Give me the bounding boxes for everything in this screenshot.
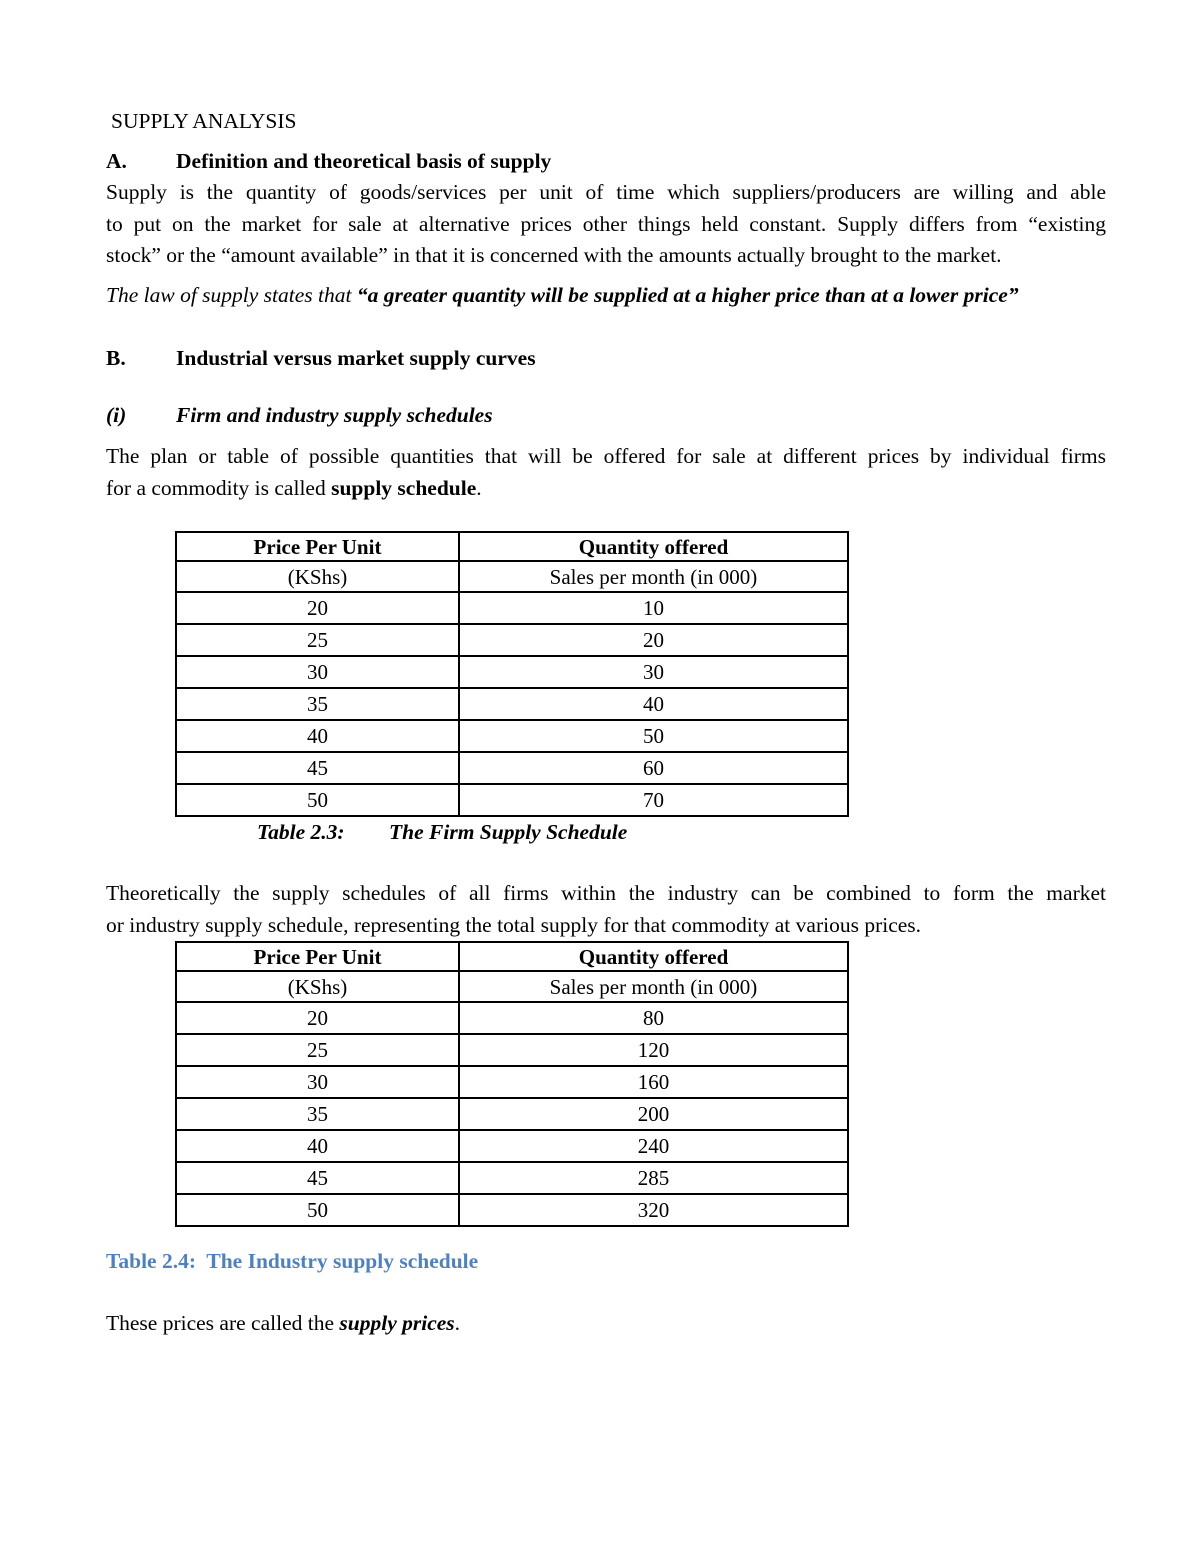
price-cell: 35	[176, 688, 459, 720]
quantity-unit: Sales per month (in 000)	[459, 561, 848, 592]
table-row	[176, 1066, 848, 1098]
supply-schedule-paragraph	[106, 441, 1106, 504]
caption-number: Table 2.3:	[257, 820, 345, 844]
table-row	[176, 1002, 848, 1034]
table-row	[176, 720, 848, 752]
supply-schedule-term: supply schedule	[331, 475, 477, 500]
price-unit: (KShs)	[176, 561, 459, 592]
price-unit: (KShs)	[176, 971, 459, 1002]
price-cell: 20	[176, 592, 459, 624]
table-row	[176, 752, 848, 784]
price-cell: 50	[176, 1194, 459, 1226]
paragraph-line: to put on the market for sale at alternative prices other things held constant. Supply differs from “existing	[106, 211, 1106, 236]
price-header: Price Per Unit	[176, 532, 459, 561]
price-cell: 40	[176, 720, 459, 752]
paragraph-line: or industry supply schedule, representing the total supply for that commodity at various prices.	[106, 912, 922, 937]
law-prefix: The law of supply states that	[106, 283, 357, 307]
price-cell: 30	[176, 656, 459, 688]
price-cell: 25	[176, 1034, 459, 1066]
price-cell: 50	[176, 784, 459, 816]
price-cell: 35	[176, 1098, 459, 1130]
quantity-cell: 80	[459, 1002, 848, 1034]
price-cell: 20	[176, 1002, 459, 1034]
paragraph-line: Supply is the quantity of goods/services per unit of time which suppliers/producers are willing and able	[106, 180, 1106, 204]
quantity-header: Quantity offered	[459, 942, 848, 971]
table-row	[176, 688, 848, 720]
quantity-cell: 285	[459, 1162, 848, 1194]
table-header-row	[176, 532, 848, 561]
price-cell: 30	[176, 1066, 459, 1098]
quantity-cell: 10	[459, 592, 848, 624]
table-2-3-caption	[257, 820, 628, 845]
law-quote: “a greater quantity will be supplied at a higher price than at a lower price”	[356, 283, 1019, 307]
firm-supply-table	[175, 531, 849, 817]
price-cell: 40	[176, 1130, 459, 1162]
table-row	[176, 624, 848, 656]
section-a-label: A.	[106, 149, 127, 173]
page-title: SUPPLY ANALYSIS	[111, 109, 297, 133]
quantity-cell: 70	[459, 784, 848, 816]
table-row	[176, 784, 848, 816]
quantity-unit: Sales per month (in 000)	[459, 971, 848, 1002]
table-row	[176, 592, 848, 624]
price-header: Price Per Unit	[176, 942, 459, 971]
paragraph-line	[106, 473, 1106, 505]
price-cell: 45	[176, 752, 459, 784]
quantity-cell: 240	[459, 1130, 848, 1162]
law-of-supply	[106, 283, 1019, 308]
table-row	[176, 656, 848, 688]
table-row	[176, 1034, 848, 1066]
quantity-cell: 60	[459, 752, 848, 784]
line-suffix: .	[476, 475, 482, 500]
final-suffix: .	[454, 1311, 461, 1335]
table-row	[176, 1162, 848, 1194]
table-row	[176, 1130, 848, 1162]
quantity-cell: 40	[459, 688, 848, 720]
table-row	[176, 1194, 848, 1226]
section-b-label: B.	[106, 346, 126, 370]
table-row	[176, 1098, 848, 1130]
price-cell: 25	[176, 624, 459, 656]
industry-paragraph	[106, 878, 1106, 941]
quantity-cell: 320	[459, 1194, 848, 1226]
paragraph-line: Theoretically the supply schedules of all firms within the industry can be combined to form the market	[106, 881, 1106, 905]
section-a-heading: Definition and theoretical basis of supply	[176, 149, 552, 173]
quantity-header: Quantity offered	[459, 532, 848, 561]
table-subheader-row	[176, 971, 848, 1002]
industry-supply-table	[175, 941, 849, 1227]
table-subheader-row	[176, 561, 848, 592]
quantity-cell: 160	[459, 1066, 848, 1098]
paragraph-line: stock” or the “amount available” in that it is concerned with the amounts actually brought to the market.	[106, 243, 1002, 267]
quantity-cell: 20	[459, 624, 848, 656]
section-b-heading: Industrial versus market supply curves	[176, 346, 536, 370]
quantity-cell: 30	[459, 656, 848, 688]
paragraph-line: The plan or table of possible quantities that will be offered for sale at different prices by individual firms	[106, 444, 1106, 468]
quantity-cell: 200	[459, 1098, 848, 1130]
supply-prices-sentence	[106, 1311, 460, 1336]
final-prefix: These prices are called the	[106, 1311, 340, 1335]
table-2-4-caption: Table 2.4: The Industry supply schedule	[106, 1249, 479, 1273]
price-cell: 45	[176, 1162, 459, 1194]
line-prefix: for a commodity is called	[106, 475, 332, 500]
supply-prices-term: supply prices	[339, 1311, 455, 1335]
supply-definition-paragraph	[106, 177, 1106, 272]
quantity-cell: 50	[459, 720, 848, 752]
table-header-row	[176, 942, 848, 971]
subsection-i-heading: Firm and industry supply schedules	[176, 403, 493, 427]
caption-title: The Firm Supply Schedule	[389, 820, 628, 844]
subsection-i-label: (i)	[106, 403, 127, 427]
quantity-cell: 120	[459, 1034, 848, 1066]
